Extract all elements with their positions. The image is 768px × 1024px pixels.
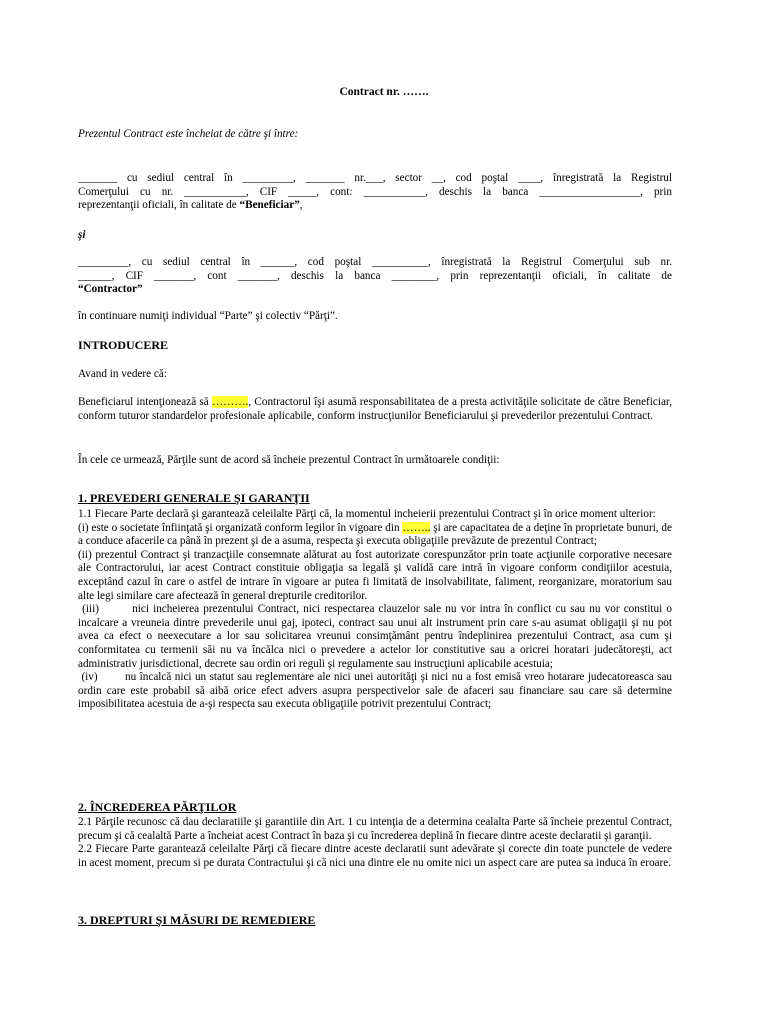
section-1-body <box>78 508 675 712</box>
introducere-heading: INTRODUCERE <box>78 338 169 352</box>
clause-1-1: 1.1 Fiecare Parte declară şi garantează celeilalte Părţi că, la momentul incheierii prezentului Contract şi în orice moment ulterior: <box>78 508 656 520</box>
clause-i: (i) este o societate înfiinţată şi organizată conform legilor în vigoare din …….. şi are capacitatea de a deţine în proprietate bunuri, de a conduce afacerile ca până în prezent şi de a asuma, respecta şi executa obligaţiile prevăzute de prezentul Contract; <box>78 521 672 548</box>
contractor-line-1: _________, cu sediul central în ______, cod poştal __________, înregistrată la Registrul Comerţului sub nr. <box>78 256 672 268</box>
section-3-heading: 3. DREPTURI ŞI MĂSURI DE REMEDIERE <box>78 913 316 927</box>
section-1-heading: 1. PREVEDERI GENERALE ŞI GARANŢII <box>78 491 310 505</box>
continuare-line: în continuare numiţi individual “Parte” şi colectiv “Părţi”. <box>78 310 338 322</box>
placeholder-highlight: …….. <box>402 521 431 534</box>
beneficiar-line-2: Comerţului cu nr. ___________, CIF _____, cont: ___________, deschis la banca __________________, prin <box>78 185 672 198</box>
clause-2-2: 2.2 Fiecare Parte garantează celeilalte Părţi că fiecare dintre aceste declaratii sunt adevărate şi corecte din toate punctele de vedere in acest moment, precum si pe durata Contractului şi că nici una dintre ele nu omite nici un aspect care are putea sa induca în eroare. <box>78 843 672 869</box>
section-2-heading: 2. ÎNCREDEREA PĂRŢILOR <box>78 800 237 814</box>
clause-iii: (iii) nici incheierea prezentului Contract, nici respectarea clauzelor sale nu vor intra în conflict cu sau nu vor constitui o incalcare a vreuneia dintre prevederile unui gaj, ipoteci, contract sau unui alt instrument prin care s-au asumat obligaţii şi nu pot avea ca efect o neexecutare a lor sau solicitarea vreunui consimţământ pentru îndeplinirea prezentului Contract, asa cum şi conformitatea cu termenii săi nu va încălca nici o prevedere a actelor lor constitutive sau a oricrei horatari judecătoreşti, act administrativ jurisdictional, decrete sau ordin ori reguli şi regulamente sau instrucţiuni aplicabile acestuia; <box>78 603 675 670</box>
in-cele-line: În cele ce urmează, Părţile sunt de acord să încheie prezentul Contract în următoarele condiţii: <box>78 454 500 466</box>
beneficiar-paragraph: Beneficiarul intenţionează să ………., Contractorul îşi asumă responsabilitatea de a presta activităţile solicitate de către Beneficiar, conform tuturor standardelor profesionale aplicabile, conform instrucţiunilor Beneficiarului şi prevederilor prezentului Contract. <box>78 396 672 422</box>
beneficiar-line-3: reprezentanţii oficiali, în calitate de “Beneficiar”, <box>78 199 303 212</box>
intro-line: Prezentul Contract este încheiat de către şi între: <box>78 128 299 140</box>
contractor-role: “Contractor” <box>78 283 143 296</box>
section-2-body <box>78 816 672 870</box>
beneficiar-block <box>78 172 672 213</box>
beneficiar-line-1: _______ cu sediul central în _________, _______ nr.___, sector __, cod poştal ____, înregistrată la Registrul <box>78 172 672 184</box>
si-connector: şi <box>78 229 86 241</box>
contract-title: Contract nr. ……. <box>339 86 429 98</box>
contractor-block <box>78 256 672 297</box>
clause-iv: (iv) nu încalcă nici un statut sau reglementare ale nici unei autorităţi şi nici nu a fost emisă vreo hotarare judecatoreasca sau ordin care este probabil să aibă orice efect advers asupra perspectivelor sale de afaceri sau financiare sau care să determine imposibilitatea acestuia de a-şi respecta sau executa obligaţiile potrivit prezentului Contract; <box>78 671 675 711</box>
contractor-line-2: ______, CIF _______, cont _______, deschis la banca ________, prin reprezentanţii oficiali, în calitate de <box>78 269 672 282</box>
clause-ii: (ii) prezentul Contract şi tranzacţiile consemnate alăturat au fost autorizate corespunzător prin toate acţiunile corporative necesare ale Contractorului, iar acest Contract constituie obligaţia sa legală şi validă care intră în vigoare conform condiţiilor acestuia, exceptând cazul în care o astfel de intrare în vigoare ar putea fi limitată de insolvabilitate, faliment, reorganizare, moratorium sau alte legi similare care afectează în general drepturile creditorilor. <box>78 548 672 602</box>
avand-line: Avand in vedere că: <box>78 368 167 380</box>
clause-2-1: 2.1 Părţile recunosc că dau declaratiile şi garantiile din Art. 1 cu intenţia de a determina cealalta Parte să încheie prezentul Contract, precum şi că cealaltă Parte a încheiat acest Contract în baza şi cu încrederea deplină în fiecare dintre aceste declaratii şi garanţii. <box>78 816 672 842</box>
placeholder-highlight: ………. <box>211 396 249 408</box>
beneficiar-role: “Beneficiar” <box>239 199 300 212</box>
